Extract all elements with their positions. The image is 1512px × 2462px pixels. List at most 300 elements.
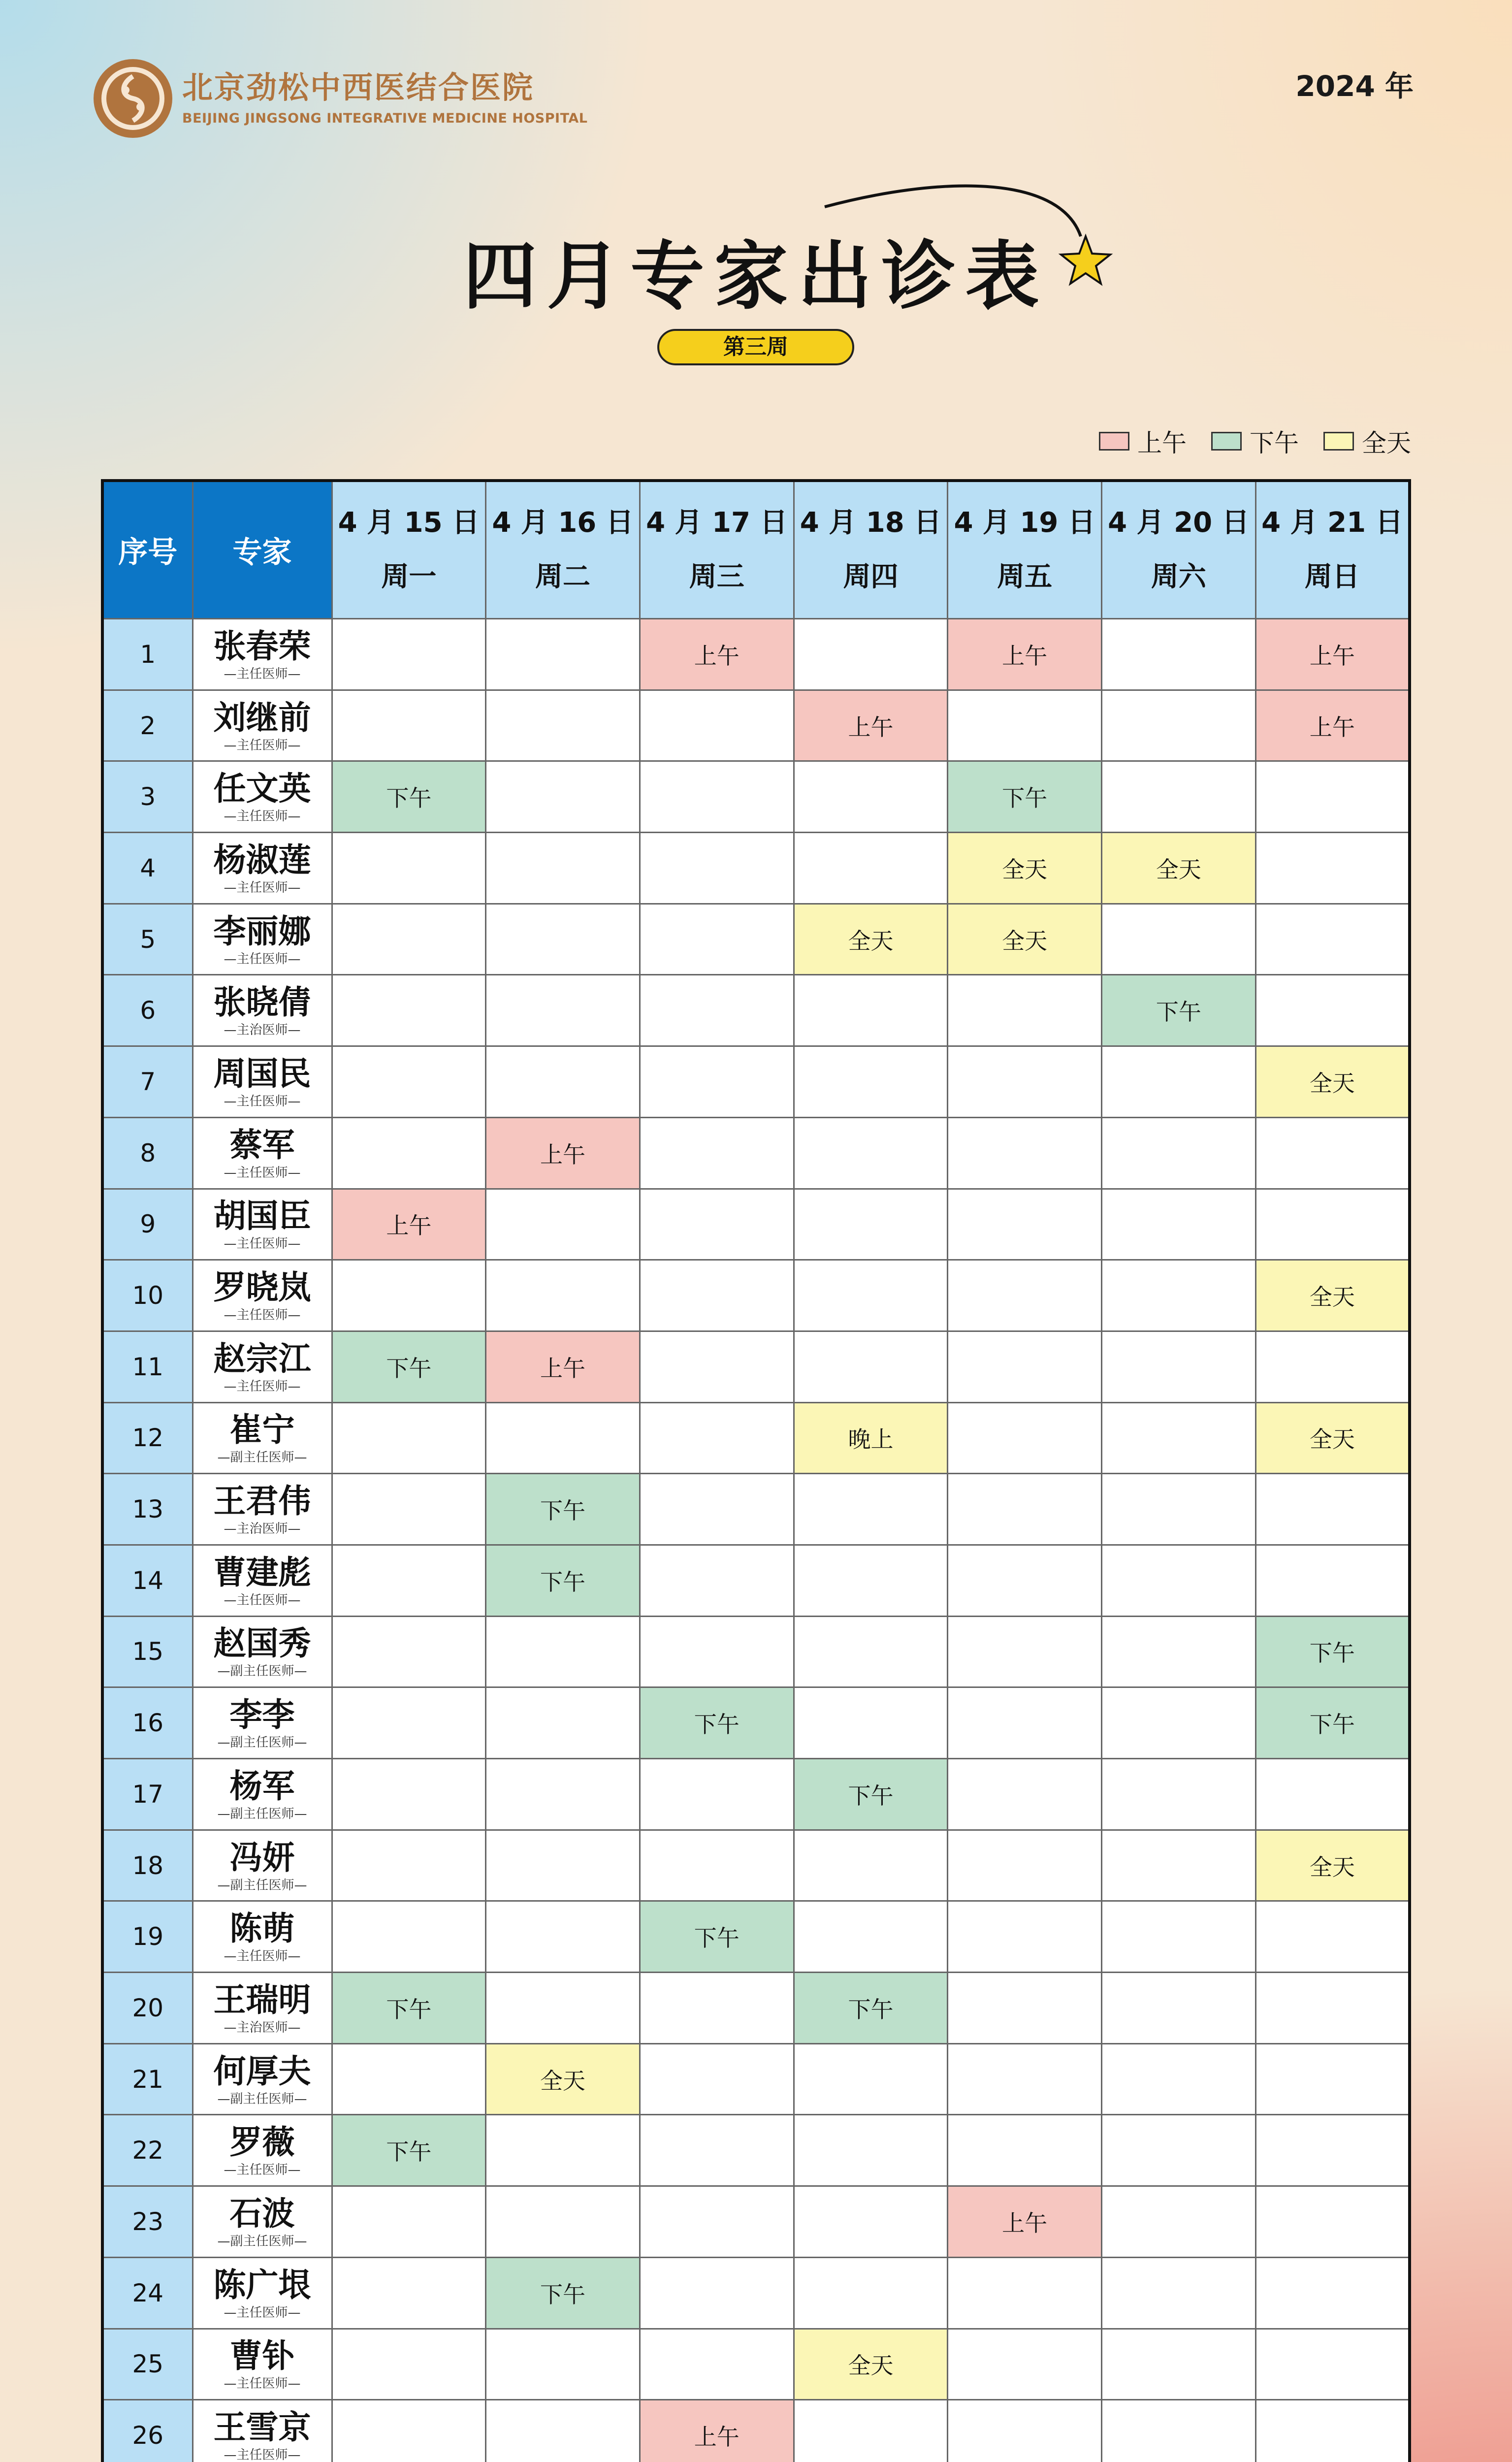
schedule-body bbox=[102, 619, 1410, 2462]
schedule-slot bbox=[640, 1046, 794, 1118]
schedule-slot bbox=[1102, 619, 1256, 690]
table-row bbox=[102, 2115, 1410, 2186]
expert-cell bbox=[193, 1759, 332, 1830]
expert-title: —主任医师— bbox=[224, 666, 301, 681]
table-row bbox=[102, 2257, 1410, 2329]
schedule-slot bbox=[794, 1260, 948, 1331]
schedule-slot: 上午 bbox=[1255, 690, 1410, 761]
expert-name: 王瑞明 bbox=[213, 1980, 311, 2019]
row-index: 12 bbox=[102, 1402, 193, 1474]
expert-cell bbox=[193, 2115, 332, 2186]
expert-cell bbox=[193, 1973, 332, 2044]
schedule-slot: 下午 bbox=[640, 1687, 794, 1759]
header-day-6 bbox=[1102, 481, 1256, 619]
schedule-slot bbox=[640, 761, 794, 833]
row-index: 16 bbox=[102, 1687, 193, 1759]
expert-name: 杨军 bbox=[229, 1767, 295, 1805]
header-date: 4 月 20 日 bbox=[1108, 507, 1250, 539]
expert-cell bbox=[193, 761, 332, 833]
schedule-slot bbox=[1102, 1759, 1256, 1830]
row-index: 2 bbox=[102, 690, 193, 761]
schedule-slot bbox=[1255, 2115, 1410, 2186]
schedule-slot: 上午 bbox=[794, 690, 948, 761]
schedule-slot bbox=[1255, 2186, 1410, 2258]
row-index: 17 bbox=[102, 1759, 193, 1830]
schedule-slot bbox=[486, 1402, 640, 1474]
table-row bbox=[102, 690, 1410, 761]
expert-name: 张晓倩 bbox=[213, 983, 311, 1022]
schedule-slot bbox=[948, 1973, 1102, 2044]
expert-name: 崔宁 bbox=[229, 1411, 295, 1449]
schedule-slot bbox=[948, 2115, 1102, 2186]
expert-name: 赵国秀 bbox=[213, 1624, 311, 1663]
expert-title: —主任医师— bbox=[224, 1592, 301, 1608]
schedule-slot: 下午 bbox=[332, 1973, 486, 2044]
schedule-slot bbox=[1255, 833, 1410, 904]
schedule-slot bbox=[1102, 2257, 1256, 2329]
expert-title: —主任医师— bbox=[224, 1094, 301, 1109]
row-index: 8 bbox=[102, 1117, 193, 1189]
schedule-slot: 下午 bbox=[1255, 1687, 1410, 1759]
table-row bbox=[102, 1260, 1410, 1331]
row-index: 14 bbox=[102, 1545, 193, 1616]
expert-title: —主任医师— bbox=[224, 738, 301, 753]
table-row bbox=[102, 1402, 1410, 1474]
schedule-slot: 全天 bbox=[794, 2329, 948, 2400]
expert-title: —主任医师— bbox=[224, 2448, 301, 2462]
schedule-slot: 下午 bbox=[640, 1901, 794, 1973]
schedule-slot bbox=[1102, 1973, 1256, 2044]
schedule-slot bbox=[1255, 1474, 1410, 1545]
row-index: 1 bbox=[102, 619, 193, 690]
schedule-slot bbox=[640, 1331, 794, 1402]
schedule-slot bbox=[486, 975, 640, 1046]
expert-name: 杨淑莲 bbox=[213, 841, 311, 879]
header-date: 4 月 16 日 bbox=[492, 507, 634, 539]
schedule-table bbox=[101, 479, 1411, 2462]
schedule-slot bbox=[794, 2043, 948, 2115]
expert-title: —副主任医师— bbox=[217, 1664, 307, 1679]
expert-title: —主任医师— bbox=[224, 951, 301, 967]
schedule-slot bbox=[1255, 1545, 1410, 1616]
legend bbox=[1074, 423, 1411, 459]
expert-cell bbox=[193, 2257, 332, 2329]
schedule-slot bbox=[948, 2257, 1102, 2329]
row-index: 11 bbox=[102, 1331, 193, 1402]
schedule-slot bbox=[794, 1117, 948, 1189]
table-row bbox=[102, 1117, 1410, 1189]
expert-cell bbox=[193, 1474, 332, 1545]
expert-title: —副主任医师— bbox=[217, 1806, 307, 1821]
schedule-slot bbox=[1255, 1189, 1410, 1260]
schedule-slot bbox=[948, 2400, 1102, 2462]
schedule-slot bbox=[332, 2400, 486, 2462]
expert-title: —主任医师— bbox=[224, 2376, 301, 2392]
expert-name: 罗晓岚 bbox=[213, 1268, 311, 1307]
schedule-slot bbox=[1102, 1830, 1256, 1901]
header-weekday: 周日 bbox=[1304, 561, 1360, 593]
expert-cell bbox=[193, 2400, 332, 2462]
expert-name: 赵宗江 bbox=[213, 1339, 311, 1378]
header-day-7 bbox=[1255, 481, 1410, 619]
schedule-slot bbox=[486, 2329, 640, 2400]
schedule-slot bbox=[1102, 2043, 1256, 2115]
expert-cell bbox=[193, 1117, 332, 1189]
table-row bbox=[102, 833, 1410, 904]
schedule-slot bbox=[486, 1616, 640, 1687]
expert-cell bbox=[193, 1901, 332, 1973]
schedule-slot bbox=[1255, 1973, 1410, 2044]
schedule-slot bbox=[332, 1474, 486, 1545]
schedule-slot bbox=[1102, 2400, 1256, 2462]
table-row bbox=[102, 1759, 1410, 1830]
schedule-slot: 下午 bbox=[948, 761, 1102, 833]
schedule-slot bbox=[640, 2043, 794, 2115]
schedule-slot bbox=[1255, 904, 1410, 975]
schedule-slot bbox=[1102, 2186, 1256, 2258]
schedule-slot bbox=[486, 619, 640, 690]
schedule-slot bbox=[332, 975, 486, 1046]
schedule-slot bbox=[640, 1260, 794, 1331]
expert-cell bbox=[193, 1687, 332, 1759]
schedule-slot bbox=[1102, 1545, 1256, 1616]
schedule-slot: 下午 bbox=[794, 1759, 948, 1830]
schedule-slot bbox=[1102, 1189, 1256, 1260]
schedule-slot bbox=[640, 2257, 794, 2329]
expert-title: —副主任医师— bbox=[217, 1450, 307, 1465]
schedule-slot bbox=[486, 1973, 640, 2044]
expert-name: 陈广垠 bbox=[213, 2266, 311, 2304]
schedule-slot bbox=[1255, 2043, 1410, 2115]
schedule-slot bbox=[332, 1117, 486, 1189]
expert-name: 蔡军 bbox=[229, 1126, 295, 1164]
expert-cell bbox=[193, 690, 332, 761]
schedule-slot bbox=[1102, 1402, 1256, 1474]
schedule-slot bbox=[794, 1331, 948, 1402]
legend-item-xiawu bbox=[1211, 423, 1299, 459]
schedule-slot: 全天 bbox=[948, 833, 1102, 904]
schedule-slot bbox=[332, 1616, 486, 1687]
row-index: 13 bbox=[102, 1474, 193, 1545]
schedule-slot bbox=[1102, 761, 1256, 833]
row-index: 25 bbox=[102, 2329, 193, 2400]
expert-cell bbox=[193, 1545, 332, 1616]
schedule-slot bbox=[948, 1402, 1102, 1474]
schedule-slot: 全天 bbox=[486, 2043, 640, 2115]
table-row bbox=[102, 1046, 1410, 1118]
week-badge: 第三周 bbox=[657, 329, 854, 365]
schedule-slot bbox=[332, 1046, 486, 1118]
header-day-1 bbox=[332, 481, 486, 619]
schedule-slot bbox=[1102, 1117, 1256, 1189]
schedule-slot bbox=[332, 833, 486, 904]
schedule-slot bbox=[1255, 1331, 1410, 1402]
schedule-slot bbox=[948, 690, 1102, 761]
schedule-slot bbox=[1102, 2115, 1256, 2186]
expert-title: —主任医师— bbox=[224, 2163, 301, 2178]
schedule-slot bbox=[794, 2186, 948, 2258]
hospital-name-en: BEIJING JINGSONG INTEGRATIVE MEDICINE HOSPITAL bbox=[182, 111, 588, 126]
schedule-slot bbox=[1255, 1901, 1410, 1973]
row-index: 6 bbox=[102, 975, 193, 1046]
header-day-5 bbox=[948, 481, 1102, 619]
schedule-slot bbox=[1102, 2329, 1256, 2400]
expert-name: 石波 bbox=[229, 2194, 295, 2233]
expert-name: 李李 bbox=[229, 1696, 295, 1734]
schedule-slot bbox=[486, 2400, 640, 2462]
schedule-slot bbox=[332, 1260, 486, 1331]
schedule-slot bbox=[1102, 690, 1256, 761]
table-row bbox=[102, 1830, 1410, 1901]
expert-cell bbox=[193, 1189, 332, 1260]
expert-title: —主任医师— bbox=[224, 1949, 301, 1964]
schedule-slot bbox=[948, 1117, 1102, 1189]
schedule-slot bbox=[1102, 1260, 1256, 1331]
legend-swatch bbox=[1211, 432, 1242, 451]
header-expert: 专家 bbox=[193, 481, 332, 619]
schedule-slot bbox=[332, 2329, 486, 2400]
schedule-slot bbox=[794, 1687, 948, 1759]
row-index: 21 bbox=[102, 2043, 193, 2115]
schedule-slot: 下午 bbox=[486, 1545, 640, 1616]
schedule-slot bbox=[486, 904, 640, 975]
expert-cell bbox=[193, 1331, 332, 1402]
table-row bbox=[102, 761, 1410, 833]
header-weekday: 周二 bbox=[535, 561, 591, 593]
header-day-2 bbox=[486, 481, 640, 619]
schedule-slot bbox=[794, 1545, 948, 1616]
schedule-slot: 上午 bbox=[948, 619, 1102, 690]
schedule-slot: 下午 bbox=[1102, 975, 1256, 1046]
schedule-slot: 下午 bbox=[332, 2115, 486, 2186]
schedule-slot: 上午 bbox=[486, 1331, 640, 1402]
expert-title: —主任医师— bbox=[224, 2305, 301, 2320]
schedule-slot bbox=[332, 1830, 486, 1901]
row-index: 24 bbox=[102, 2257, 193, 2329]
expert-name: 周国民 bbox=[213, 1054, 311, 1093]
schedule-slot bbox=[794, 1474, 948, 1545]
schedule-slot bbox=[486, 1830, 640, 1901]
expert-cell bbox=[193, 1616, 332, 1687]
schedule-slot bbox=[486, 2115, 640, 2186]
schedule-slot bbox=[948, 1189, 1102, 1260]
schedule-slot bbox=[486, 1189, 640, 1260]
schedule-slot bbox=[332, 1901, 486, 1973]
row-index: 4 bbox=[102, 833, 193, 904]
schedule-slot: 全天 bbox=[794, 904, 948, 975]
schedule-slot bbox=[640, 1830, 794, 1901]
expert-name: 李丽娜 bbox=[213, 912, 311, 950]
legend-swatch bbox=[1099, 432, 1129, 451]
schedule-slot bbox=[794, 2115, 948, 2186]
schedule-slot bbox=[1255, 2329, 1410, 2400]
legend-swatch bbox=[1323, 432, 1354, 451]
schedule-slot bbox=[1255, 975, 1410, 1046]
expert-cell bbox=[193, 2043, 332, 2115]
schedule-slot bbox=[794, 1901, 948, 1973]
schedule-slot bbox=[332, 1402, 486, 1474]
schedule-slot bbox=[640, 975, 794, 1046]
schedule-slot: 下午 bbox=[486, 2257, 640, 2329]
schedule-slot bbox=[486, 1260, 640, 1331]
row-index: 15 bbox=[102, 1616, 193, 1687]
schedule-slot bbox=[794, 1616, 948, 1687]
expert-name: 陈萌 bbox=[229, 1910, 295, 1948]
table-row bbox=[102, 1331, 1410, 1402]
expert-title: —主任医师— bbox=[224, 809, 301, 824]
schedule-slot: 上午 bbox=[332, 1189, 486, 1260]
schedule-slot: 上午 bbox=[486, 1117, 640, 1189]
row-index: 26 bbox=[102, 2400, 193, 2462]
schedule-slot bbox=[1102, 1046, 1256, 1118]
expert-cell bbox=[193, 1830, 332, 1901]
table-row bbox=[102, 2043, 1410, 2115]
schedule-slot bbox=[640, 1189, 794, 1260]
row-index: 23 bbox=[102, 2186, 193, 2258]
schedule-slot bbox=[948, 1545, 1102, 1616]
schedule-slot bbox=[640, 2186, 794, 2258]
schedule-slot bbox=[332, 690, 486, 761]
schedule-slot bbox=[640, 2329, 794, 2400]
schedule-slot bbox=[486, 690, 640, 761]
expert-cell bbox=[193, 1046, 332, 1118]
legend-label: 全天 bbox=[1362, 429, 1411, 457]
header-weekday: 周六 bbox=[1151, 561, 1206, 593]
header-weekday: 周一 bbox=[381, 561, 437, 593]
row-index: 19 bbox=[102, 1901, 193, 1973]
schedule-slot bbox=[794, 1046, 948, 1118]
schedule-slot: 全天 bbox=[1255, 1830, 1410, 1901]
schedule-slot bbox=[948, 1687, 1102, 1759]
expert-name: 张春荣 bbox=[213, 627, 311, 665]
schedule-slot bbox=[332, 1759, 486, 1830]
row-index: 3 bbox=[102, 761, 193, 833]
expert-name: 罗薇 bbox=[229, 2123, 295, 2162]
expert-title: —主任医师— bbox=[224, 1236, 301, 1252]
header-day-4 bbox=[794, 481, 948, 619]
expert-name: 王君伟 bbox=[213, 1482, 311, 1521]
schedule-slot bbox=[1102, 1331, 1256, 1402]
header-date: 4 月 21 日 bbox=[1261, 507, 1403, 539]
schedule-slot bbox=[332, 904, 486, 975]
schedule-slot bbox=[948, 2329, 1102, 2400]
schedule-slot bbox=[948, 975, 1102, 1046]
table-row bbox=[102, 619, 1410, 690]
schedule-slot bbox=[948, 1260, 1102, 1331]
schedule-slot bbox=[1102, 1901, 1256, 1973]
schedule-slot bbox=[332, 1545, 486, 1616]
table-row bbox=[102, 2186, 1410, 2258]
header-day-3 bbox=[640, 481, 794, 619]
schedule-slot bbox=[948, 1616, 1102, 1687]
schedule-slot: 上午 bbox=[948, 2186, 1102, 2258]
schedule-slot bbox=[948, 1474, 1102, 1545]
header-date: 4 月 18 日 bbox=[800, 507, 942, 539]
schedule-slot bbox=[948, 1901, 1102, 1973]
schedule-slot bbox=[486, 1759, 640, 1830]
schedule-slot bbox=[640, 1474, 794, 1545]
schedule-slot: 全天 bbox=[1102, 833, 1256, 904]
hospital-name-cn: 北京劲松中西医结合医院 bbox=[182, 69, 535, 105]
schedule-slot: 下午 bbox=[332, 1331, 486, 1402]
table-row bbox=[102, 1616, 1410, 1687]
schedule-slot bbox=[640, 1973, 794, 2044]
schedule-slot bbox=[1255, 761, 1410, 833]
legend-label: 上午 bbox=[1137, 429, 1187, 457]
header-date: 4 月 19 日 bbox=[954, 507, 1095, 539]
row-index: 10 bbox=[102, 1260, 193, 1331]
schedule-slot bbox=[794, 619, 948, 690]
header-date: 4 月 15 日 bbox=[338, 507, 480, 539]
header-weekday: 周三 bbox=[689, 561, 744, 593]
schedule-slot bbox=[332, 1687, 486, 1759]
schedule-slot bbox=[486, 1687, 640, 1759]
schedule-slot bbox=[640, 1759, 794, 1830]
table-row bbox=[102, 1901, 1410, 1973]
expert-name: 任文英 bbox=[213, 770, 311, 808]
schedule-slot bbox=[332, 619, 486, 690]
expert-name: 王雪京 bbox=[213, 2408, 311, 2447]
schedule-slot bbox=[948, 2043, 1102, 2115]
expert-title: —主治医师— bbox=[224, 1023, 301, 1038]
expert-cell bbox=[193, 1260, 332, 1331]
schedule-slot bbox=[1102, 1687, 1256, 1759]
expert-title: —主任医师— bbox=[224, 880, 301, 895]
schedule-slot bbox=[1102, 1616, 1256, 1687]
schedule-slot: 上午 bbox=[640, 2400, 794, 2462]
row-index: 5 bbox=[102, 904, 193, 975]
table-row bbox=[102, 2329, 1410, 2400]
schedule-slot bbox=[332, 2186, 486, 2258]
expert-title: —主任医师— bbox=[224, 1308, 301, 1323]
schedule-slot bbox=[640, 833, 794, 904]
table-row bbox=[102, 1973, 1410, 2044]
schedule-slot bbox=[640, 1117, 794, 1189]
schedule-slot bbox=[948, 1830, 1102, 1901]
expert-name: 胡国臣 bbox=[213, 1197, 311, 1235]
page-title: 四月专家出诊表 bbox=[463, 234, 1049, 320]
schedule-slot bbox=[794, 761, 948, 833]
schedule-slot: 上午 bbox=[1255, 619, 1410, 690]
row-index: 20 bbox=[102, 1973, 193, 2044]
table-row bbox=[102, 1545, 1410, 1616]
row-index: 18 bbox=[102, 1830, 193, 1901]
schedule-slot bbox=[1102, 904, 1256, 975]
expert-title: —副主任医师— bbox=[217, 1735, 307, 1750]
table-row bbox=[102, 904, 1410, 975]
expert-cell bbox=[193, 833, 332, 904]
schedule-slot bbox=[794, 975, 948, 1046]
table-header-row bbox=[102, 481, 1410, 619]
schedule-slot bbox=[486, 1901, 640, 1973]
expert-cell bbox=[193, 619, 332, 690]
expert-name: 曹钋 bbox=[229, 2337, 295, 2375]
schedule-slot: 全天 bbox=[948, 904, 1102, 975]
expert-cell bbox=[193, 2186, 332, 2258]
schedule-slot bbox=[1255, 2400, 1410, 2462]
schedule-slot bbox=[486, 2186, 640, 2258]
header-index: 序号 bbox=[102, 481, 193, 619]
schedule-slot bbox=[332, 2257, 486, 2329]
schedule-slot bbox=[1102, 1474, 1256, 1545]
expert-cell bbox=[193, 1402, 332, 1474]
schedule-slot bbox=[948, 1759, 1102, 1830]
schedule-slot bbox=[794, 2257, 948, 2329]
schedule-slot bbox=[1255, 1117, 1410, 1189]
table-row bbox=[102, 1687, 1410, 1759]
expert-title: —主治医师— bbox=[224, 1522, 301, 1537]
schedule-slot bbox=[794, 833, 948, 904]
